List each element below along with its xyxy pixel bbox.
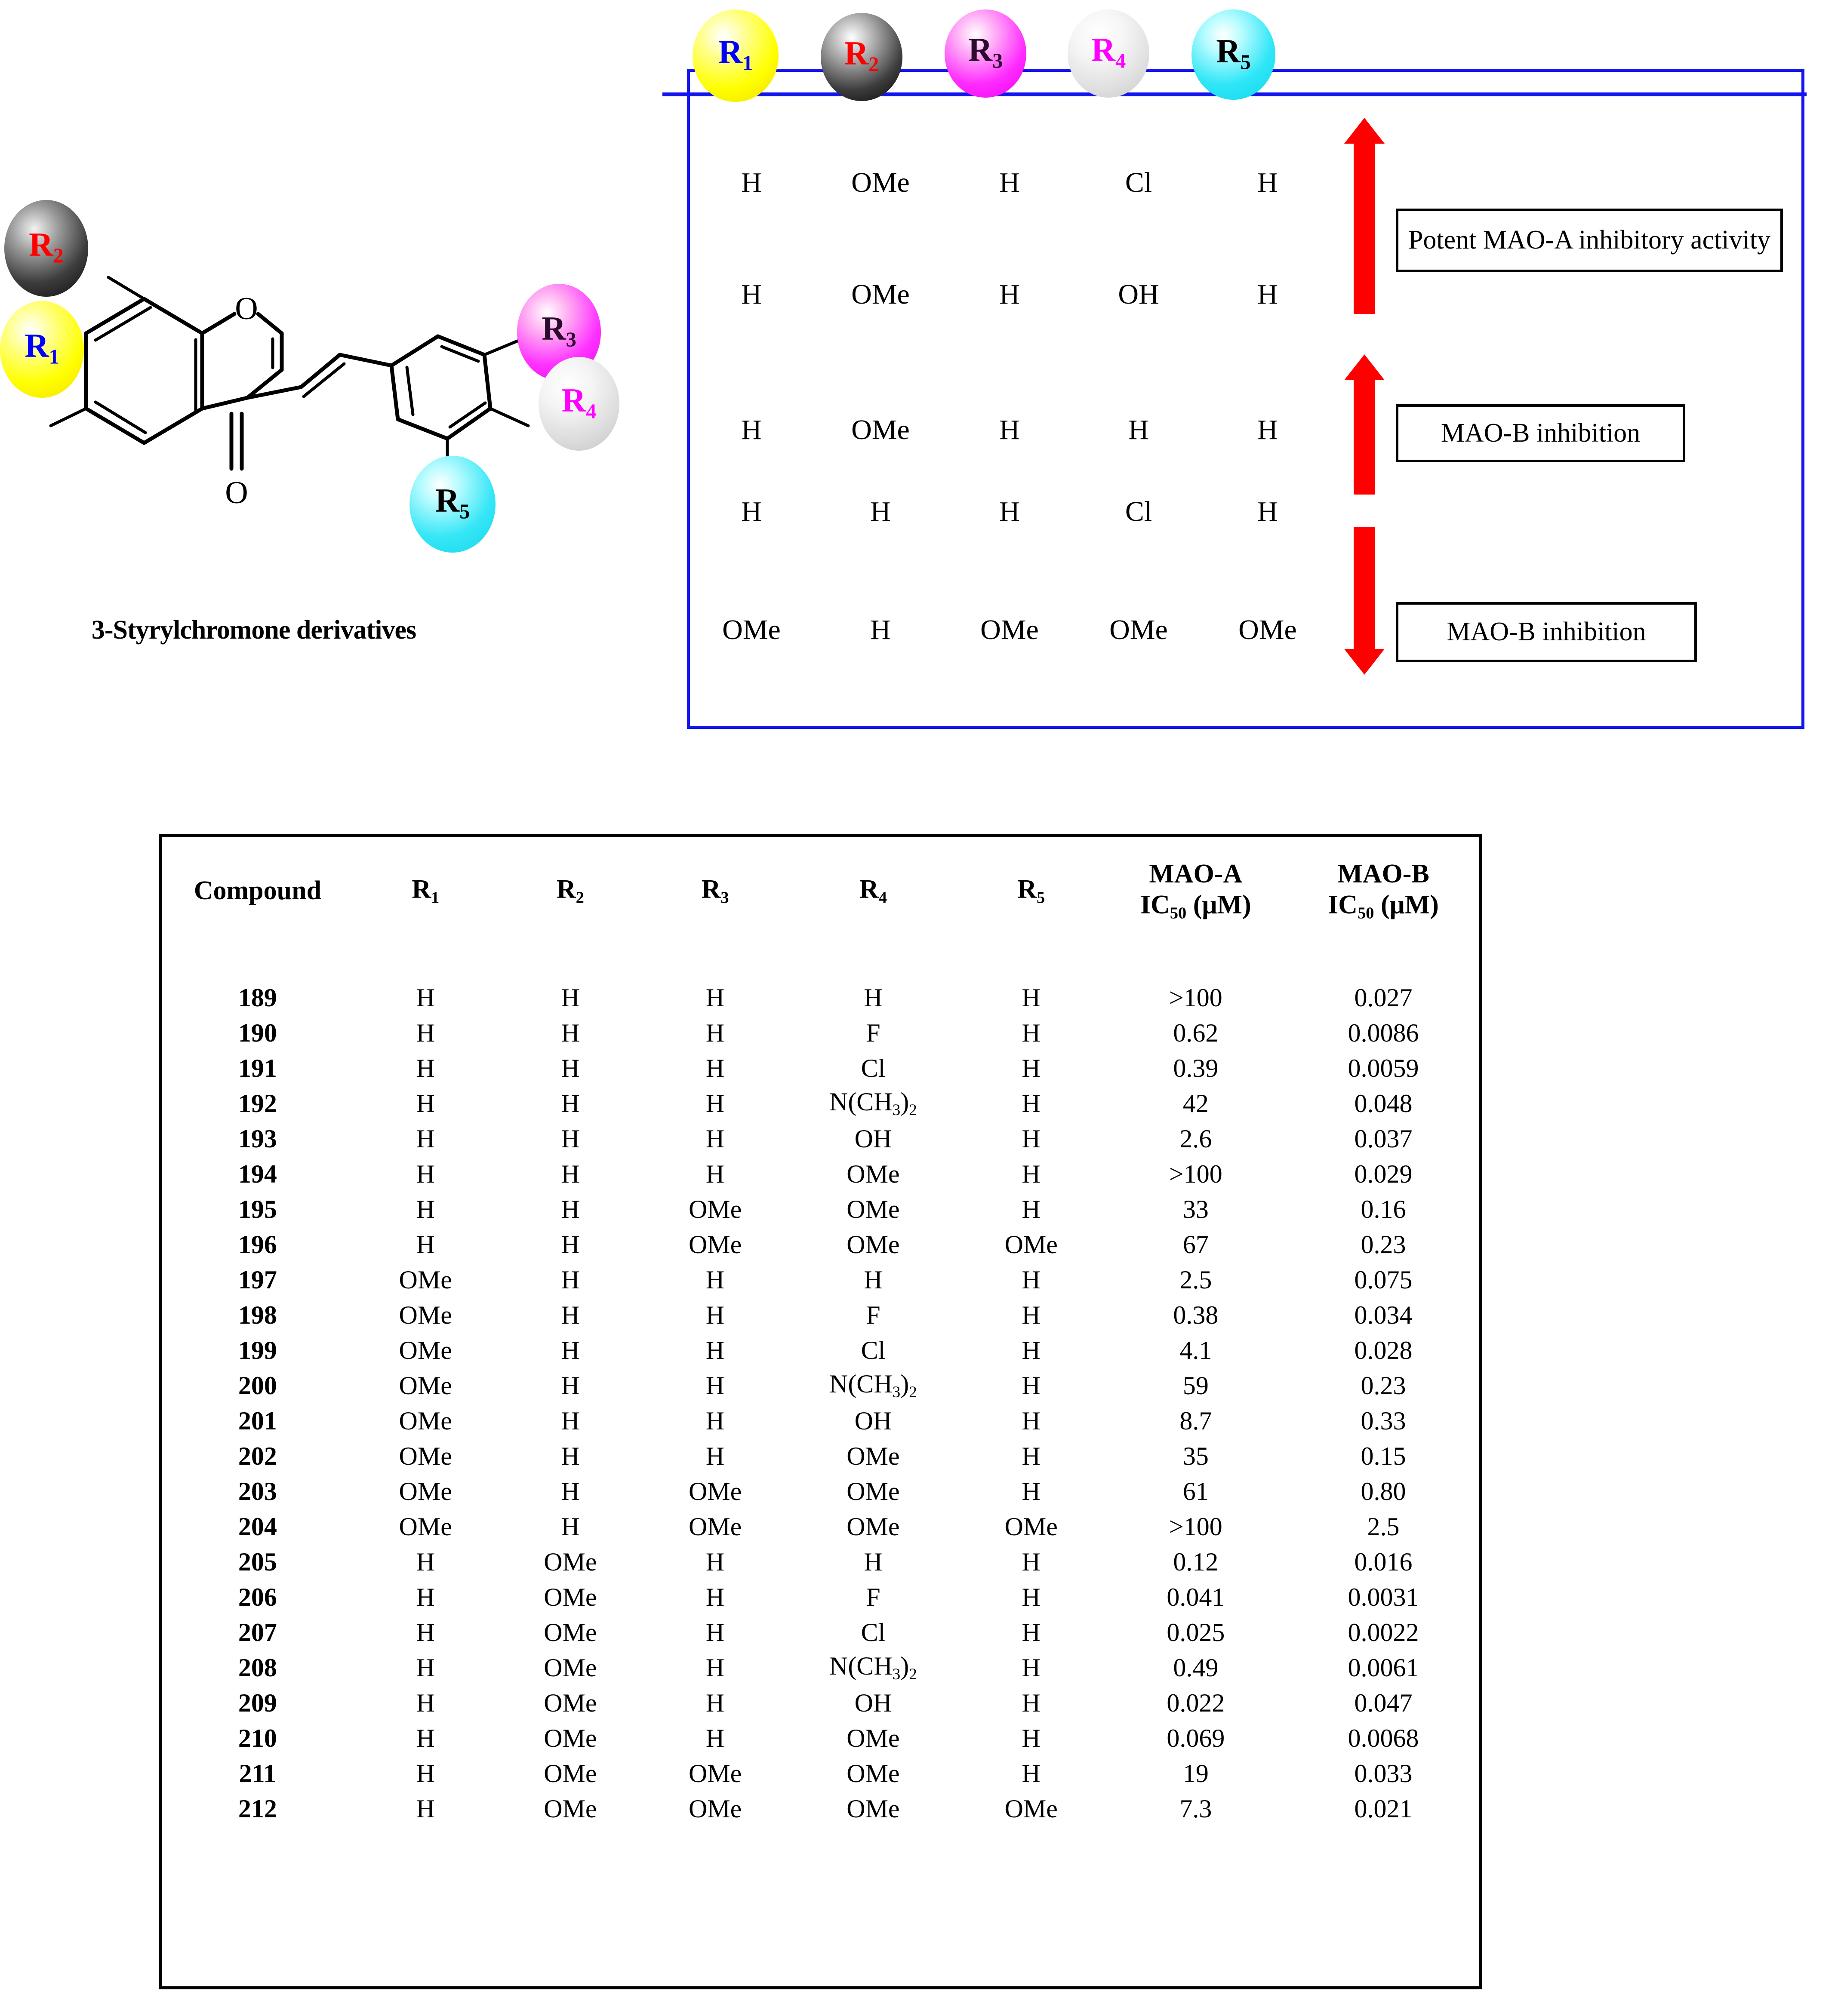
cell-mao-b: 0.016 <box>1354 1548 1413 1576</box>
structure-ball-r4: $R_4$ <box>539 357 619 451</box>
table-row <box>162 1685 1479 1721</box>
cell-r5: H <box>1022 1618 1041 1647</box>
table-top-spacer <box>162 945 1479 980</box>
cell-r1: H <box>416 1125 435 1153</box>
cell-mao-a: >100 <box>1169 1160 1222 1188</box>
cell-r4: H <box>864 1266 883 1294</box>
cell-r4: OMe <box>847 1759 900 1788</box>
table-row <box>162 1650 1479 1685</box>
cell-mao-b: 0.23 <box>1361 1371 1406 1400</box>
cell-r3: H <box>705 1407 725 1435</box>
cell-r5: H <box>1022 1301 1041 1329</box>
table-row <box>162 1297 1479 1333</box>
column-header-r1: $R_1$ <box>412 875 440 907</box>
cell-r5: H <box>1022 1759 1041 1788</box>
cell-mao-b: 0.16 <box>1361 1195 1406 1223</box>
cell-r3: H <box>705 1371 725 1400</box>
cell-compound: 195 <box>238 1195 277 1223</box>
cell-compound: 205 <box>238 1548 277 1576</box>
cell-compound: 207 <box>238 1618 277 1647</box>
cell-r3: H <box>705 1653 725 1682</box>
cell-r1: H <box>416 1583 435 1611</box>
cell-compound: 201 <box>238 1407 277 1435</box>
cell-r1: OMe <box>399 1442 452 1470</box>
sar-cell-r1: H <box>741 496 762 527</box>
cell-r1: H <box>416 1019 435 1047</box>
cell-r4: F <box>866 1583 880 1611</box>
cell-r2: OMe <box>544 1583 597 1611</box>
table-row <box>162 1227 1479 1262</box>
table-row <box>162 1262 1479 1297</box>
cell-compound: 194 <box>238 1160 277 1188</box>
cell-r5: H <box>1022 1548 1041 1576</box>
cell-compound: 208 <box>238 1653 277 1682</box>
cell-r1: H <box>416 1230 435 1259</box>
cell-compound: 206 <box>238 1583 277 1611</box>
cell-r3: OMe <box>688 1195 742 1223</box>
cell-mao-b: 0.0031 <box>1348 1583 1419 1611</box>
cell-r2: OMe <box>544 1689 597 1717</box>
cell-r5: H <box>1022 1583 1041 1611</box>
annotation-box-mao-b-down <box>1396 602 1697 662</box>
sar-row <box>687 275 1332 314</box>
cell-mao-a: 61 <box>1182 1477 1209 1506</box>
cell-r4: Cl <box>861 1054 886 1082</box>
cell-r3: H <box>705 1160 725 1188</box>
cell-r1: H <box>416 1689 435 1717</box>
cell-r2: OMe <box>544 1653 597 1682</box>
cell-r5: H <box>1022 1019 1041 1047</box>
cell-r3: H <box>705 1266 725 1294</box>
cell-r4: OMe <box>847 1795 900 1823</box>
mao-a-trend-arrow-up <box>1354 142 1375 314</box>
cell-r1: H <box>416 1548 435 1576</box>
cell-compound: 189 <box>238 983 277 1012</box>
sar-cell-r3: H <box>999 414 1020 446</box>
cell-r3: H <box>705 1054 725 1082</box>
table-row <box>162 1438 1479 1474</box>
sar-header-ball-r2: $R_2$ <box>821 13 902 101</box>
cell-compound: 212 <box>238 1795 277 1823</box>
column-header-compound: Compound <box>194 876 322 906</box>
cell-mao-b: 0.33 <box>1361 1407 1406 1435</box>
cell-mao-b: 0.80 <box>1361 1477 1406 1506</box>
cell-r5: H <box>1022 1442 1041 1470</box>
cell-r4: OH <box>854 1125 892 1153</box>
cell-mao-b: 0.028 <box>1354 1336 1413 1364</box>
cell-r5: H <box>1022 1089 1041 1118</box>
cell-compound: 191 <box>238 1054 277 1082</box>
sar-cell-r2: H <box>870 496 891 527</box>
cell-r3: H <box>705 1125 725 1153</box>
cell-r5: H <box>1022 1266 1041 1294</box>
sar-cell-r3: H <box>999 496 1020 527</box>
sar-data-table <box>162 837 1479 1826</box>
cell-r5: H <box>1022 1371 1041 1400</box>
sar-cell-r2: OMe <box>851 279 910 310</box>
cell-r5: H <box>1022 983 1041 1012</box>
cell-r4: Cl <box>861 1336 886 1364</box>
structure-ball-r3: $R_3$ <box>517 284 601 381</box>
cell-r3: H <box>705 1336 725 1364</box>
sar-cell-r4: Cl <box>1125 496 1152 527</box>
sar-cell-r1: OMe <box>722 614 781 645</box>
table-row <box>162 1544 1479 1580</box>
cell-r2: OMe <box>544 1618 597 1647</box>
cell-r2: H <box>561 1336 580 1364</box>
cell-r4: OMe <box>847 1477 900 1506</box>
cell-r2: H <box>561 1407 580 1435</box>
cell-r3: H <box>705 1724 725 1752</box>
sar-cell-r1: H <box>741 414 762 446</box>
ring-oxygen-label: O <box>235 291 258 326</box>
cell-r2: OMe <box>544 1548 597 1576</box>
cell-r2: H <box>561 1266 580 1294</box>
cell-r1: H <box>416 1195 435 1223</box>
sar-row <box>687 163 1332 202</box>
cell-r3: OMe <box>688 1512 742 1541</box>
cell-compound: 210 <box>238 1724 277 1752</box>
sar-cell-r5: H <box>1257 496 1278 527</box>
cell-r2: H <box>561 1230 580 1259</box>
annotation-text-mao-b-down: MAO-B inhibition <box>1447 617 1646 647</box>
cell-mao-a: 0.041 <box>1167 1583 1225 1611</box>
cell-mao-b: 0.034 <box>1354 1301 1413 1329</box>
table-row <box>162 1121 1479 1156</box>
cell-compound: 211 <box>239 1759 277 1788</box>
cell-mao-a: >100 <box>1169 983 1222 1012</box>
sar-cell-r3: H <box>999 167 1020 198</box>
column-header-mao-a: MAO-A $IC_{50}$ (μM) <box>1140 859 1251 922</box>
cell-mao-b: 0.0059 <box>1348 1054 1419 1082</box>
sar-cell-r3: OMe <box>980 614 1039 645</box>
cell-r5: H <box>1022 1054 1041 1082</box>
cell-mao-b: 0.027 <box>1354 983 1413 1012</box>
sar-header-ball-r4: $R_4$ <box>1068 9 1149 98</box>
sar-cell-r1: H <box>741 279 762 310</box>
cell-r1: H <box>416 1653 435 1682</box>
cell-mao-a: 8.7 <box>1179 1407 1212 1435</box>
table-row <box>162 1051 1479 1086</box>
cell-r1: OMe <box>399 1477 452 1506</box>
sar-cell-r5: OMe <box>1238 614 1297 645</box>
cell-r4: $N(CH_3)_2$ <box>829 1651 917 1683</box>
cell-r3: OMe <box>688 1795 742 1823</box>
cell-mao-b: 0.075 <box>1354 1266 1413 1294</box>
cell-r3: OMe <box>688 1477 742 1506</box>
cell-r4: OMe <box>847 1724 900 1752</box>
structure-caption: 3-Styrylchromone derivatives <box>91 615 416 645</box>
cell-compound: 198 <box>238 1301 277 1329</box>
cell-r5: H <box>1022 1407 1041 1435</box>
cell-mao-a: 67 <box>1182 1230 1209 1259</box>
sar-header-ball-r5: $R_5$ <box>1191 9 1275 100</box>
cell-r4: OMe <box>847 1442 900 1470</box>
cell-r4: Cl <box>861 1618 886 1647</box>
cell-r5: H <box>1022 1336 1041 1364</box>
sar-cell-r4: Cl <box>1125 167 1152 198</box>
table-row <box>162 1721 1479 1756</box>
cell-r1: OMe <box>399 1301 452 1329</box>
cell-mao-a: 7.3 <box>1179 1795 1212 1823</box>
cell-r4: OH <box>854 1407 892 1435</box>
cell-r3: H <box>705 1442 725 1470</box>
cell-mao-a: 0.025 <box>1167 1618 1225 1647</box>
cell-mao-a: 0.49 <box>1173 1653 1219 1682</box>
cell-r3: H <box>705 1689 725 1717</box>
annotation-text-mao-a: Potent MAO-A inhibitory activity <box>1408 225 1771 255</box>
cell-r5: OMe <box>1004 1795 1058 1823</box>
cell-mao-a: 0.62 <box>1173 1019 1219 1047</box>
sar-cell-r4: H <box>1128 414 1149 446</box>
cell-r4: OMe <box>847 1160 900 1188</box>
cell-r2: OMe <box>544 1724 597 1752</box>
table-header-row <box>162 837 1479 945</box>
cell-r3: H <box>705 1089 725 1118</box>
sar-cell-r1: H <box>741 167 762 198</box>
cell-compound: 192 <box>238 1089 277 1118</box>
cell-r1: OMe <box>399 1407 452 1435</box>
cell-mao-b: 0.0061 <box>1348 1653 1419 1682</box>
sar-cell-r5: H <box>1257 167 1278 198</box>
cell-mao-a: 0.069 <box>1167 1724 1225 1752</box>
table-row <box>162 1509 1479 1544</box>
cell-r2: H <box>561 1301 580 1329</box>
cell-r1: H <box>416 1759 435 1788</box>
cell-r3: H <box>705 1019 725 1047</box>
table-body <box>162 945 1479 1826</box>
cell-mao-a: 2.5 <box>1179 1266 1212 1294</box>
sar-row <box>687 492 1332 531</box>
cell-r2: H <box>561 983 580 1012</box>
cell-mao-a: 35 <box>1182 1442 1209 1470</box>
annotation-text-mao-b-up: MAO-B inhibition <box>1441 418 1641 448</box>
annotation-box-mao-a <box>1396 209 1783 272</box>
column-header-mao-b: MAO-B $IC_{50}$ (μM) <box>1328 859 1439 922</box>
cell-compound: 202 <box>238 1442 277 1470</box>
cell-mao-b: 0.037 <box>1354 1125 1413 1153</box>
sar-header-ball-r3: $R_3$ <box>945 9 1026 98</box>
cell-compound: 196 <box>238 1230 277 1259</box>
cell-r1: H <box>416 1160 435 1188</box>
cell-r2: H <box>561 1125 580 1153</box>
cell-mao-b: 0.048 <box>1354 1089 1413 1118</box>
cell-r4: OMe <box>847 1512 900 1541</box>
table-row <box>162 1368 1479 1403</box>
cell-r5: H <box>1022 1160 1041 1188</box>
chemical-structure-panel <box>0 185 628 667</box>
cell-mao-b: 0.0068 <box>1348 1724 1419 1752</box>
cell-r2: H <box>561 1371 580 1400</box>
cell-r3: H <box>705 1301 725 1329</box>
cell-r1: H <box>416 1724 435 1752</box>
cell-r1: H <box>416 1089 435 1118</box>
cell-r3: H <box>705 1548 725 1576</box>
column-header-r5: $R_5$ <box>1017 875 1045 907</box>
cell-r2: H <box>561 1160 580 1188</box>
cell-compound: 203 <box>238 1477 277 1506</box>
cell-compound: 199 <box>238 1336 277 1364</box>
column-header-r2: $R_2$ <box>556 875 584 907</box>
cell-r2: H <box>561 1477 580 1506</box>
cell-r1: H <box>416 1795 435 1823</box>
cell-r5: H <box>1022 1653 1041 1682</box>
cell-mao-b: 0.021 <box>1354 1795 1413 1823</box>
table-row <box>162 980 1479 1015</box>
cell-r4: F <box>866 1019 880 1047</box>
table-row <box>162 1015 1479 1051</box>
cell-r1: OMe <box>399 1371 452 1400</box>
mao-b-trend-arrow-down <box>1354 527 1375 651</box>
annotation-box-mao-b-up <box>1396 404 1685 462</box>
cell-mao-a: 59 <box>1182 1371 1209 1400</box>
cell-r1: H <box>416 983 435 1012</box>
cell-r5: H <box>1022 1195 1041 1223</box>
cell-r5: OMe <box>1004 1512 1058 1541</box>
table-row <box>162 1580 1479 1615</box>
cell-r2: OMe <box>544 1759 597 1788</box>
cell-r4: F <box>866 1301 880 1329</box>
cell-mao-a: 19 <box>1182 1759 1209 1788</box>
cell-mao-a: 4.1 <box>1179 1336 1212 1364</box>
cell-r4: H <box>864 1548 883 1576</box>
cell-mao-a: 33 <box>1182 1195 1209 1223</box>
cell-mao-b: 0.029 <box>1354 1160 1413 1188</box>
table-row <box>162 1403 1479 1438</box>
cell-compound: 197 <box>238 1266 277 1294</box>
spacer-cell <box>162 945 1479 980</box>
cell-r2: H <box>561 1442 580 1470</box>
table-row <box>162 1086 1479 1121</box>
cell-r5: OMe <box>1004 1230 1058 1259</box>
cell-mao-b: 0.047 <box>1354 1689 1413 1717</box>
mao-b-trend-arrow-up <box>1354 378 1375 495</box>
structure-ball-r2: $R_2$ <box>4 200 88 297</box>
cell-compound: 204 <box>238 1512 277 1541</box>
cell-r2: H <box>561 1512 580 1541</box>
cell-compound: 193 <box>238 1125 277 1153</box>
sar-cell-r2: OMe <box>851 167 910 198</box>
cell-r3: H <box>705 1618 725 1647</box>
sar-cell-r5: H <box>1257 414 1278 446</box>
column-header-r4: $R_4$ <box>859 875 887 907</box>
cell-r4: OMe <box>847 1195 900 1223</box>
table-row <box>162 1156 1479 1192</box>
carbonyl-oxygen-label: O <box>225 475 248 510</box>
cell-mao-b: 0.033 <box>1354 1759 1413 1788</box>
cell-r2: H <box>561 1054 580 1082</box>
cell-r1: OMe <box>399 1266 452 1294</box>
cell-mao-a: 0.38 <box>1173 1301 1219 1329</box>
table-row <box>162 1756 1479 1791</box>
sar-row <box>687 611 1332 649</box>
cell-r2: H <box>561 1019 580 1047</box>
cell-r4: $N(CH_3)_2$ <box>829 1087 917 1119</box>
sar-cell-r3: H <box>999 279 1020 310</box>
column-header-r3: $R_3$ <box>701 875 729 907</box>
cell-r5: H <box>1022 1689 1041 1717</box>
sar-cell-r4: OMe <box>1109 614 1168 645</box>
table-row <box>162 1615 1479 1650</box>
cell-mao-b: 0.0022 <box>1348 1618 1419 1647</box>
sar-cell-r4: OH <box>1118 279 1159 310</box>
cell-r2: H <box>561 1195 580 1223</box>
3-styrylchromone-skeletal-structure <box>0 185 628 628</box>
cell-r5: H <box>1022 1477 1041 1506</box>
cell-r2: H <box>561 1089 580 1118</box>
sar-cell-r2: OMe <box>851 414 910 446</box>
cell-mao-a: 42 <box>1182 1089 1209 1118</box>
cell-mao-b: 0.23 <box>1361 1230 1406 1259</box>
structure-ball-r5: $R_5$ <box>409 456 496 553</box>
cell-mao-b: 0.15 <box>1361 1442 1406 1470</box>
cell-r3: OMe <box>688 1230 742 1259</box>
cell-mao-a: 2.6 <box>1179 1125 1212 1153</box>
cell-r1: OMe <box>399 1512 452 1541</box>
cell-r1: OMe <box>399 1336 452 1364</box>
cell-r4: $N(CH_3)_2$ <box>829 1369 917 1401</box>
cell-mao-a: 0.39 <box>1173 1054 1219 1082</box>
cell-mao-a: >100 <box>1169 1512 1222 1541</box>
cell-r2: OMe <box>544 1795 597 1823</box>
cell-r4: OMe <box>847 1230 900 1259</box>
cell-r3: H <box>705 983 725 1012</box>
cell-compound: 190 <box>238 1019 277 1047</box>
cell-mao-a: 0.022 <box>1167 1689 1225 1717</box>
cell-r1: H <box>416 1618 435 1647</box>
table-row <box>162 1474 1479 1509</box>
cell-mao-b: 2.5 <box>1367 1512 1400 1541</box>
sar-cell-r5: H <box>1257 279 1278 310</box>
cell-r3: H <box>705 1583 725 1611</box>
sar-header-ball-r1: $R_1$ <box>693 9 779 102</box>
cell-compound: 209 <box>238 1689 277 1717</box>
sar-data-table-container <box>159 834 1482 1989</box>
cell-r3: OMe <box>688 1759 742 1788</box>
cell-mao-a: 0.12 <box>1173 1548 1219 1576</box>
cell-r5: H <box>1022 1125 1041 1153</box>
cell-r4: H <box>864 983 883 1012</box>
table-row <box>162 1791 1479 1826</box>
cell-r1: H <box>416 1054 435 1082</box>
cell-r4: OH <box>854 1689 892 1717</box>
cell-compound: 200 <box>238 1371 277 1400</box>
table-row <box>162 1333 1479 1368</box>
cell-mao-b: 0.0086 <box>1348 1019 1419 1047</box>
table-row <box>162 1192 1479 1227</box>
cell-r5: H <box>1022 1724 1041 1752</box>
sar-cell-r2: H <box>870 614 891 645</box>
sar-row <box>687 411 1332 449</box>
structure-ball-r1: $R_1$ <box>0 301 84 398</box>
